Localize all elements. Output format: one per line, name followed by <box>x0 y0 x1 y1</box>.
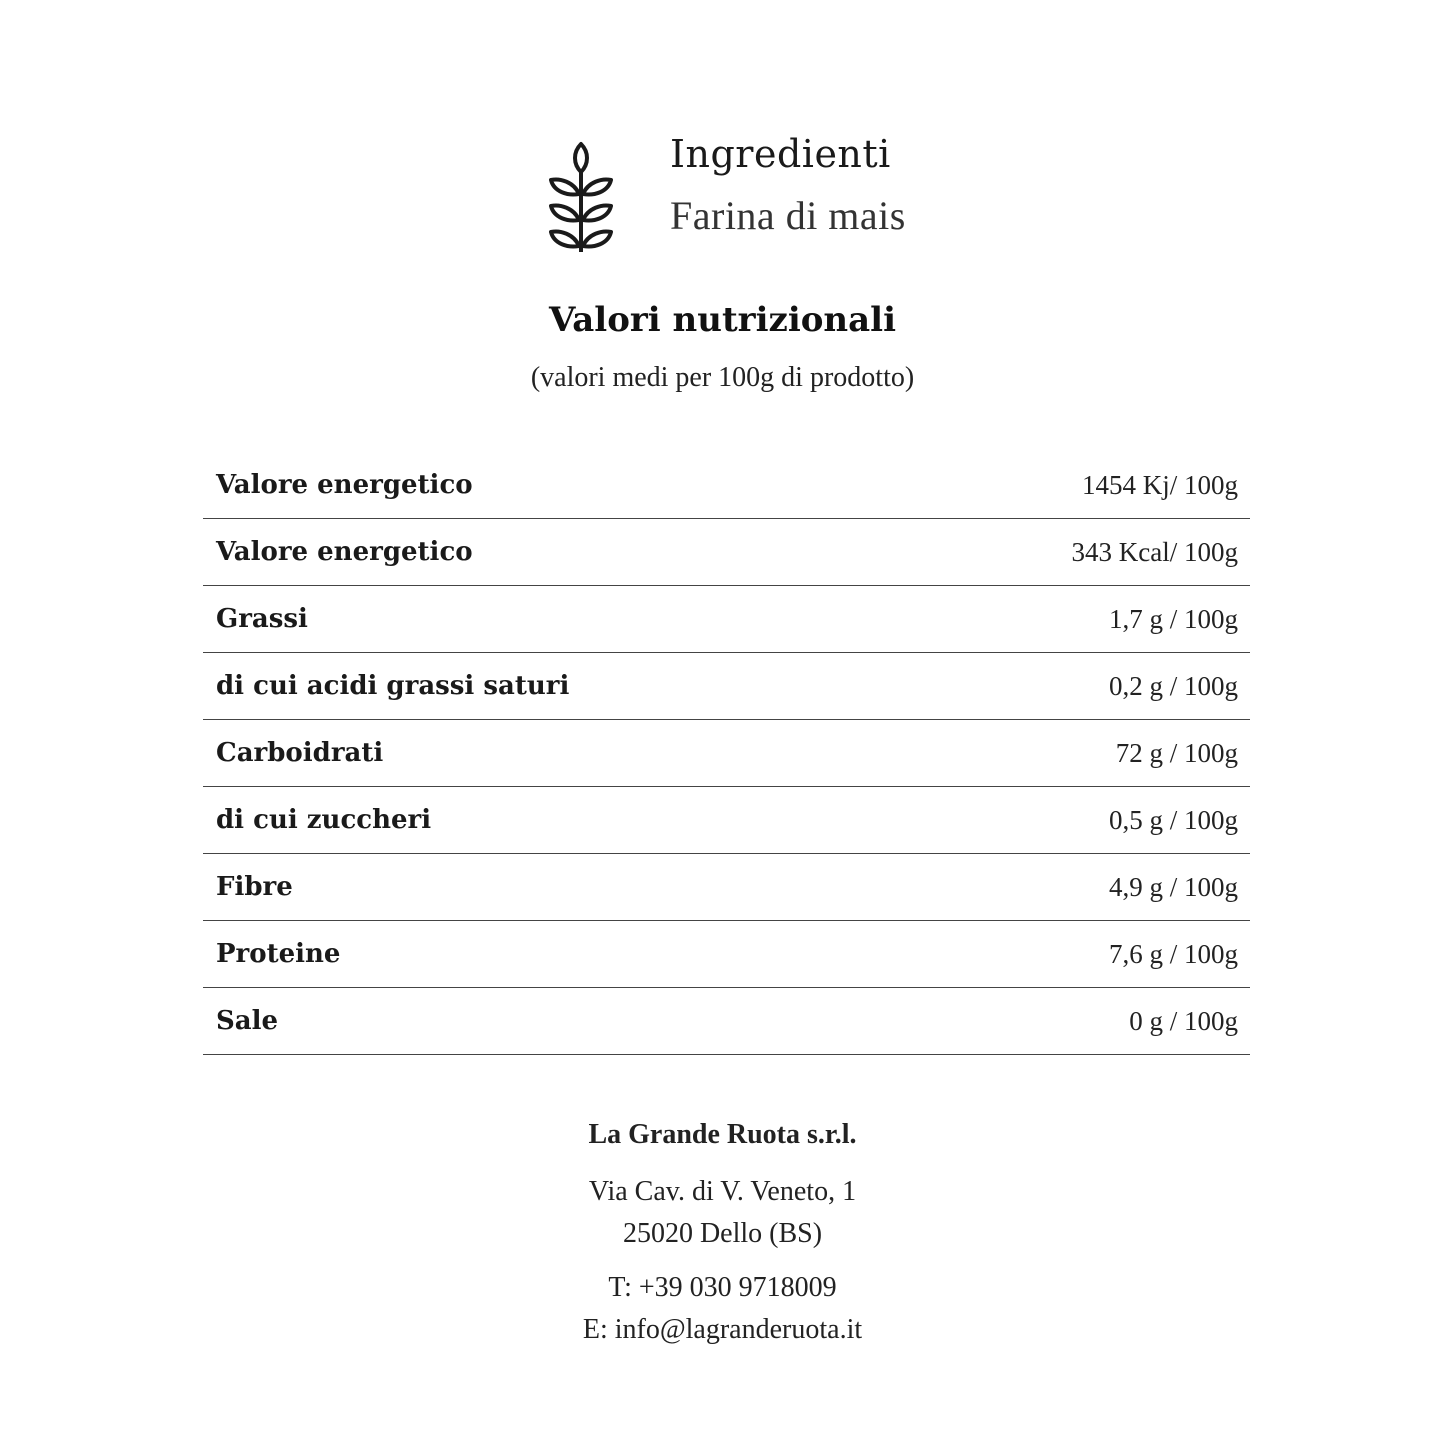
address-line-2: 25020 Dello (BS) <box>622 1218 823 1249</box>
company-name: La Grande Ruota s.r.l. <box>588 1119 857 1150</box>
company-contact <box>0 1267 1445 1351</box>
email-address: E: info@lagranderuota.it <box>582 1314 863 1345</box>
nutrition-title: Valori nutrizionali <box>548 300 896 340</box>
row-label: Valore energetico <box>216 537 473 567</box>
row-label: di cui zuccheri <box>216 805 432 835</box>
row-label: Proteine <box>216 939 341 969</box>
table-row <box>203 452 1250 519</box>
row-value: 0,2 g / 100g <box>1108 670 1238 701</box>
row-label: Valore energetico <box>216 470 473 500</box>
table-row <box>203 787 1250 854</box>
row-value: 1454 Kj/ 100g <box>1081 469 1238 500</box>
table-row <box>203 519 1250 586</box>
table-row <box>203 586 1250 653</box>
nutrition-subtitle: (valori medi per 100g di prodotto) <box>530 362 915 393</box>
row-value: 72 g / 100g <box>1115 737 1238 768</box>
table-row <box>203 653 1250 720</box>
nutrition-table <box>203 452 1250 1055</box>
ingredients-text <box>670 128 906 246</box>
ingredients-section <box>546 128 906 256</box>
row-label: Carboidrati <box>216 738 384 768</box>
row-value: 0,5 g / 100g <box>1108 804 1238 835</box>
row-label: Fibre <box>216 872 293 902</box>
row-value: 343 Kcal/ 100g <box>1071 536 1238 567</box>
table-row <box>203 921 1250 988</box>
address-line-1: Via Cav. di V. Veneto, 1 <box>588 1176 857 1207</box>
table-row <box>203 854 1250 921</box>
ingredients-value: Farina di mais <box>670 193 906 238</box>
table-row <box>203 720 1250 787</box>
phone-number: T: +39 030 9718009 <box>608 1272 837 1303</box>
row-value: 0 g / 100g <box>1129 1005 1238 1036</box>
row-label: Sale <box>216 1006 279 1036</box>
row-label: Grassi <box>216 604 308 634</box>
company-info <box>0 1115 1445 1351</box>
wheat-icon <box>546 140 616 256</box>
row-value: 4,9 g / 100g <box>1108 871 1238 902</box>
table-row <box>203 988 1250 1055</box>
ingredients-title: Ingredienti <box>670 132 891 176</box>
row-label: di cui acidi grassi saturi <box>216 671 570 701</box>
row-value: 7,6 g / 100g <box>1108 938 1238 969</box>
row-value: 1,7 g / 100g <box>1108 603 1238 634</box>
company-address <box>0 1171 1445 1255</box>
